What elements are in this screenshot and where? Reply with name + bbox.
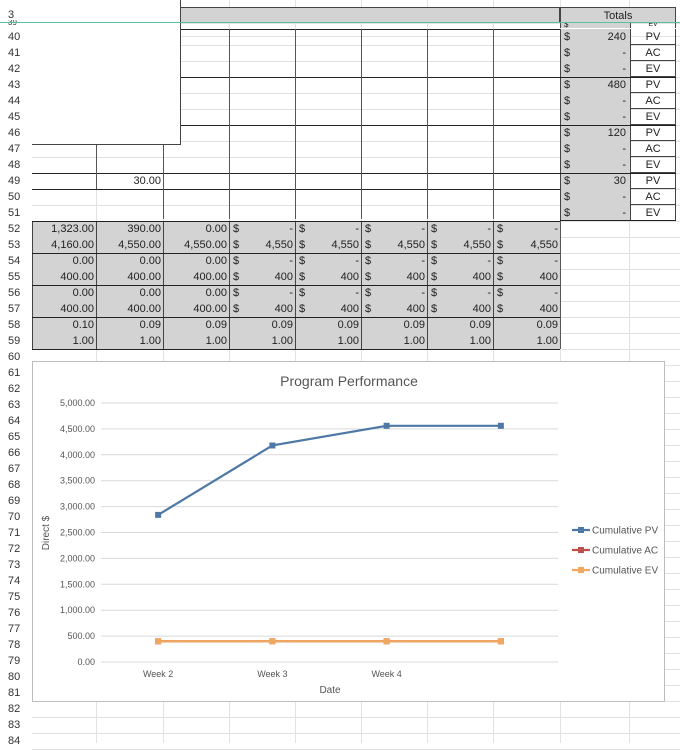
ratio-value[interactable]: 1.00 (96, 333, 163, 349)
y-tick-label: 0.00 (77, 657, 95, 667)
row-number[interactable]: 84 (8, 735, 21, 747)
cell-value[interactable]: 30.00 (133, 175, 161, 187)
week-value[interactable]: - (309, 253, 361, 269)
ratio-value[interactable]: 1.00 (427, 333, 493, 349)
table-border (32, 285, 560, 286)
ratio-value[interactable]: 1.00 (295, 333, 361, 349)
week-value[interactable]: 400 (441, 269, 493, 285)
type-cell[interactable]: EV (630, 22, 676, 28)
legend-label: Cumulative AC (592, 545, 659, 557)
total-value[interactable]: 480 (578, 77, 630, 93)
currency-cell[interactable]: $ (493, 269, 507, 285)
row-number[interactable]: 60 (8, 351, 21, 363)
row-number[interactable]: 57 (8, 303, 21, 315)
x-tick-label: Week 4 (371, 669, 402, 679)
row-number[interactable]: 70 (8, 511, 21, 523)
row-number[interactable]: 56 (8, 287, 21, 299)
row-number[interactable]: 53 (8, 239, 21, 251)
table-border (295, 29, 296, 219)
summary-value[interactable]: 1,323.00 (32, 221, 96, 237)
currency-cell[interactable]: $ (427, 237, 441, 253)
week-value[interactable]: 400 (309, 301, 361, 317)
x-axis-title: Date (319, 685, 341, 696)
total-value[interactable]: 30 (578, 173, 630, 189)
y-tick-label: 2,500.00 (59, 527, 95, 538)
table-border (32, 221, 560, 222)
series-line (158, 426, 501, 515)
table-border (427, 29, 428, 219)
row-number[interactable]: 76 (8, 607, 21, 619)
total-value[interactable]: - (578, 157, 630, 173)
ratio-value[interactable]: 0.09 (163, 317, 229, 333)
total-value[interactable]: - (578, 45, 630, 61)
currency-cell[interactable]: $ (295, 301, 309, 317)
data-point (384, 423, 390, 429)
currency-cell[interactable]: $ (295, 237, 309, 253)
week-value[interactable]: - (243, 221, 295, 237)
currency-cell[interactable]: $ (560, 22, 630, 28)
currency-cell[interactable]: $ (361, 285, 375, 301)
row-number[interactable]: 40 (8, 31, 21, 43)
value-type[interactable]: EV (630, 157, 676, 173)
ratio-value[interactable]: 0.09 (427, 317, 493, 333)
week-value[interactable]: 400 (243, 301, 295, 317)
table-border (180, 29, 560, 30)
week-value[interactable]: 4,550 (309, 237, 361, 253)
currency-cell[interactable]: $ (427, 285, 441, 301)
ratio-value[interactable]: 0.10 (32, 317, 96, 333)
y-tick-label: 1,000.00 (59, 605, 95, 616)
row-number[interactable]: 80 (8, 671, 21, 683)
row-number[interactable]: 78 (8, 639, 21, 651)
summary-value[interactable]: 400.00 (163, 269, 229, 285)
week-value[interactable]: 4,550 (507, 237, 560, 253)
y-tick-label: 3,000.00 (59, 501, 95, 512)
row-number[interactable]: 64 (8, 415, 21, 427)
row-number[interactable]: 67 (8, 463, 21, 475)
gridline (32, 717, 680, 718)
table-border (32, 253, 560, 254)
table-border (180, 125, 560, 126)
week-value[interactable]: 400 (507, 301, 560, 317)
ratio-value[interactable]: 1.00 (163, 333, 229, 349)
summary-value[interactable]: 0.00 (163, 285, 229, 301)
value-type[interactable]: AC (630, 141, 676, 157)
row-number[interactable]: 58 (8, 319, 21, 331)
ratio-value[interactable]: 1.00 (32, 333, 96, 349)
week-value[interactable]: - (441, 253, 493, 269)
row-number[interactable]: 72 (8, 543, 21, 555)
value-type[interactable]: PV (630, 173, 676, 189)
row-number[interactable]: 62 (8, 383, 21, 395)
data-point (384, 638, 390, 644)
table-border (560, 125, 676, 126)
row-number[interactable]: 71 (8, 527, 21, 539)
value-type[interactable]: AC (630, 45, 676, 61)
data-point (498, 423, 504, 429)
currency-cell[interactable]: $ (361, 253, 375, 269)
row-number[interactable]: 68 (8, 479, 21, 491)
legend-label: Cumulative PV (592, 525, 659, 537)
table-border (32, 349, 560, 350)
currency-cell[interactable]: $ (560, 77, 578, 93)
chart-canvas (33, 362, 666, 703)
row-number[interactable]: 47 (8, 143, 21, 155)
summary-value[interactable]: 4,550.00 (163, 237, 229, 253)
summary-value[interactable]: 4,550.00 (96, 237, 163, 253)
table-border (180, 173, 560, 174)
currency-cell[interactable]: $ (493, 285, 507, 301)
row-number[interactable]: 43 (8, 79, 21, 91)
totals-header[interactable]: Totals (560, 7, 676, 23)
week-value[interactable]: - (309, 285, 361, 301)
program-performance-chart[interactable] (32, 361, 665, 702)
row-number[interactable]: 81 (8, 687, 21, 699)
currency-cell[interactable]: $ (229, 301, 243, 317)
chart-title: Program Performance (280, 373, 418, 389)
y-tick-label: 4,500.00 (59, 423, 95, 434)
week-value[interactable]: - (375, 285, 427, 301)
week-value[interactable]: - (507, 253, 560, 269)
currency-cell[interactable]: $ (427, 269, 441, 285)
summary-value[interactable]: 0.00 (163, 221, 229, 237)
row-number[interactable]: 73 (8, 559, 21, 571)
legend-marker (578, 567, 584, 573)
currency-cell[interactable]: $ (493, 221, 507, 237)
currency-cell[interactable]: $ (295, 221, 309, 237)
summary-value[interactable]: 0.00 (96, 253, 163, 269)
row-number[interactable]: 52 (8, 223, 21, 235)
row-number[interactable]: 77 (8, 623, 21, 635)
currency-cell[interactable]: $ (560, 29, 578, 45)
ratio-value[interactable]: 0.09 (493, 317, 560, 333)
table-border (560, 221, 561, 349)
summary-value[interactable]: 400.00 (96, 269, 163, 285)
table-border (32, 317, 560, 318)
week-value[interactable]: 4,550 (441, 237, 493, 253)
table-border (32, 189, 560, 190)
row-number[interactable]: 74 (8, 575, 21, 587)
currency-cell[interactable]: $ (361, 221, 375, 237)
y-tick-label: 5,000.00 (59, 398, 95, 408)
y-axis-title: Direct $ (41, 515, 52, 551)
row-number[interactable]: 65 (8, 431, 21, 443)
total-value[interactable]: 240 (578, 29, 630, 45)
row-number[interactable]: 51 (8, 207, 21, 219)
currency-cell[interactable]: $ (493, 237, 507, 253)
freeze-pane-line (0, 22, 680, 23)
week-value[interactable]: - (375, 221, 427, 237)
total-value[interactable]: - (578, 109, 630, 125)
row-number[interactable]: 69 (8, 495, 21, 507)
summary-value[interactable]: 400.00 (96, 301, 163, 317)
value-type[interactable]: EV (630, 205, 676, 221)
row-number[interactable]: 61 (8, 367, 21, 379)
row-number[interactable]: 49 (8, 175, 21, 187)
row-number[interactable]: 54 (8, 255, 21, 267)
total-value[interactable]: 120 (578, 125, 630, 141)
currency-cell[interactable]: $ (560, 45, 578, 61)
currency-cell[interactable]: $ (427, 221, 441, 237)
total-value[interactable]: - (578, 189, 630, 205)
currency-cell[interactable]: $ (560, 173, 578, 189)
y-tick-label: 500.00 (67, 631, 95, 642)
currency-cell[interactable]: $ (560, 205, 578, 221)
y-tick-label: 4,000.00 (59, 449, 95, 460)
row-number[interactable]: 59 (8, 335, 21, 347)
gridline (32, 733, 680, 734)
week-value[interactable]: 4,550 (243, 237, 295, 253)
week-value[interactable]: 400 (375, 301, 427, 317)
currency-cell[interactable]: $ (295, 269, 309, 285)
currency-cell[interactable]: $ (427, 253, 441, 269)
table-border (229, 29, 230, 219)
currency-cell[interactable]: $ (560, 93, 578, 109)
legend-marker (578, 547, 584, 553)
ratio-value[interactable]: 0.09 (361, 317, 427, 333)
row-number[interactable]: 66 (8, 447, 21, 459)
value-type[interactable]: PV (630, 125, 676, 141)
y-tick-label: 1,500.00 (59, 579, 95, 590)
data-point (155, 512, 161, 518)
week-value[interactable]: - (375, 253, 427, 269)
row-number[interactable]: 42 (8, 63, 21, 75)
row-number[interactable]: 75 (8, 591, 21, 603)
currency-cell[interactable]: $ (361, 269, 375, 285)
legend-label: Cumulative EV (592, 565, 659, 577)
ratio-value[interactable]: 0.09 (229, 317, 295, 333)
currency-cell[interactable]: $ (295, 285, 309, 301)
week-value[interactable]: 400 (441, 301, 493, 317)
table-border (560, 173, 676, 174)
y-tick-label: 3,500.00 (59, 475, 95, 486)
summary-value[interactable]: 0.00 (32, 285, 96, 301)
ratio-value[interactable]: 0.09 (295, 317, 361, 333)
total-value[interactable]: - (578, 205, 630, 221)
currency-cell[interactable]: $ (295, 253, 309, 269)
currency-cell[interactable]: $ (560, 109, 578, 125)
row-number[interactable]: 48 (8, 159, 21, 171)
summary-value[interactable]: 400.00 (32, 301, 96, 317)
row-number[interactable]: 39 (8, 20, 17, 26)
week-value[interactable]: 400 (243, 269, 295, 285)
week-value[interactable]: 4,550 (375, 237, 427, 253)
currency-cell[interactable]: $ (229, 253, 243, 269)
row-number[interactable]: 44 (8, 95, 21, 107)
week-value[interactable]: - (441, 221, 493, 237)
week-value[interactable]: 400 (507, 269, 560, 285)
ratio-value[interactable]: 0.09 (96, 317, 163, 333)
currency-cell[interactable]: $ (361, 237, 375, 253)
currency-cell[interactable]: $ (229, 221, 243, 237)
ratio-value[interactable]: 1.00 (361, 333, 427, 349)
value-type[interactable]: AC (630, 189, 676, 205)
week-value[interactable]: - (441, 285, 493, 301)
data-point (155, 638, 161, 644)
row-number[interactable]: 41 (8, 47, 21, 59)
y-tick-label: 2,000.00 (59, 553, 95, 564)
total-value[interactable]: - (578, 61, 630, 77)
currency-cell[interactable]: $ (229, 269, 243, 285)
week-value[interactable]: - (243, 253, 295, 269)
summary-value[interactable]: 400.00 (163, 301, 229, 317)
row-number[interactable]: 3 (8, 9, 15, 21)
week-value[interactable]: 400 (375, 269, 427, 285)
currency-cell[interactable]: $ (560, 189, 578, 205)
summary-value[interactable]: 0.00 (32, 253, 96, 269)
currency-cell[interactable]: $ (493, 253, 507, 269)
ratio-value[interactable]: 1.00 (493, 333, 560, 349)
week-value[interactable]: - (507, 221, 560, 237)
currency-cell[interactable]: $ (560, 141, 578, 157)
summary-value[interactable]: 390.00 (96, 221, 163, 237)
table-border (560, 220, 676, 221)
value-type[interactable]: PV (630, 29, 676, 45)
row-number[interactable]: 50 (8, 191, 21, 203)
currency-cell[interactable]: $ (560, 125, 578, 141)
ratio-value[interactable]: 1.00 (229, 333, 295, 349)
total-value[interactable]: - (578, 141, 630, 157)
row-number[interactable]: 63 (8, 399, 21, 411)
table-border (361, 29, 362, 219)
data-point (269, 638, 275, 644)
row-number[interactable]: 45 (8, 111, 21, 123)
currency-cell[interactable]: $ (493, 301, 507, 317)
table-border (560, 77, 676, 78)
x-tick-label: Week 3 (257, 669, 288, 679)
x-tick-label: Week 2 (142, 669, 174, 679)
currency-cell[interactable]: $ (229, 285, 243, 301)
header-band[interactable] (180, 7, 560, 23)
row-number[interactable]: 55 (8, 271, 21, 283)
week-value[interactable]: - (243, 285, 295, 301)
summary-value[interactable]: 0.00 (96, 285, 163, 301)
summary-value[interactable]: 4,160.00 (32, 237, 96, 253)
row-number[interactable]: 83 (8, 719, 21, 731)
value-type[interactable]: AC (630, 93, 676, 109)
data-point (498, 638, 504, 644)
value-type[interactable]: EV (630, 109, 676, 125)
currency-cell[interactable]: $ (229, 237, 243, 253)
currency-cell[interactable]: $ (361, 301, 375, 317)
row-number[interactable]: 82 (8, 703, 21, 715)
value-type[interactable]: PV (630, 77, 676, 93)
total-value[interactable]: - (578, 93, 630, 109)
currency-cell[interactable]: $ (427, 301, 441, 317)
data-point (269, 442, 275, 448)
value-type[interactable]: EV (630, 61, 676, 77)
table-border (180, 77, 560, 78)
row-number[interactable]: 46 (8, 127, 21, 139)
summary-value[interactable]: 0.00 (163, 253, 229, 269)
week-value[interactable]: 400 (309, 269, 361, 285)
week-value[interactable]: - (309, 221, 361, 237)
currency-cell[interactable]: $ (560, 157, 578, 173)
summary-value[interactable]: 400.00 (32, 269, 96, 285)
legend-marker (578, 527, 584, 533)
currency-cell[interactable]: $ (560, 61, 578, 77)
row-number[interactable]: 79 (8, 655, 21, 667)
table-border (493, 29, 494, 219)
week-value[interactable]: - (507, 285, 560, 301)
